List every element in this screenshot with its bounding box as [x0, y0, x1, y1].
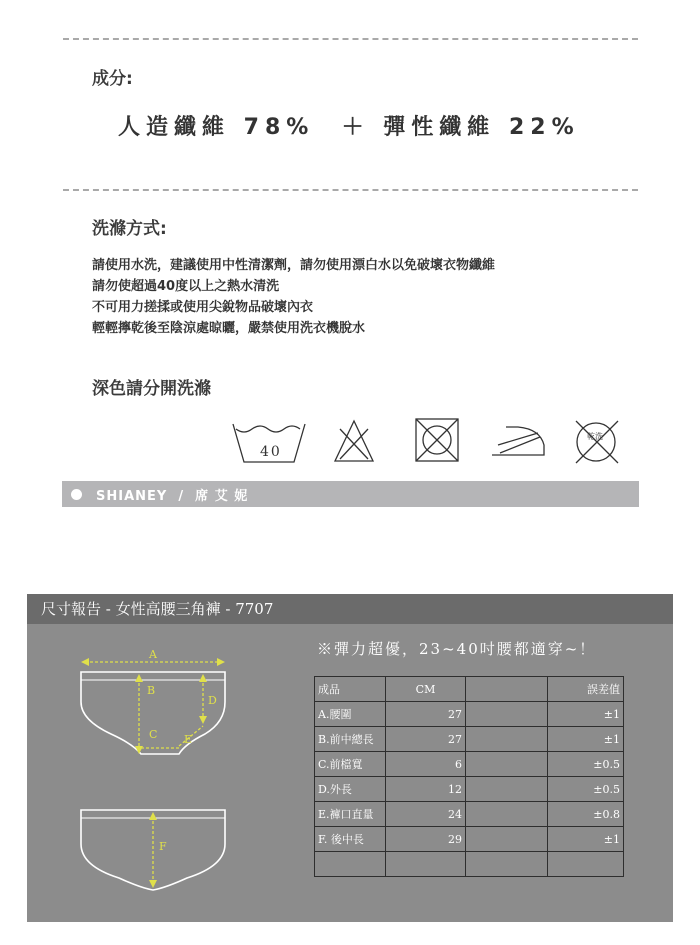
header-cell: 成品	[315, 677, 386, 702]
bullet-dot	[71, 489, 82, 500]
dry-clean-label: 乾洗	[587, 432, 603, 441]
table-header-row	[315, 677, 624, 702]
composition-text: 人造纖維 78% ＋ 彈性纖維 22%	[118, 115, 580, 140]
table-cell: ±1	[548, 702, 624, 727]
table-cell: C.前檔寬	[315, 752, 386, 777]
size-table	[314, 676, 624, 877]
brand-bar	[62, 481, 639, 507]
table-cell: ±1	[548, 827, 624, 852]
table-cell	[466, 727, 548, 752]
washing-line: 輕輕擰乾後至陰涼處晾曬，嚴禁使用洗衣機脫水	[92, 321, 366, 336]
care-icons	[230, 415, 630, 471]
table-cell	[386, 852, 466, 877]
table-row	[315, 702, 624, 727]
top-divider	[63, 38, 638, 40]
washing-heading: 洗滌方式:	[92, 219, 167, 239]
table-cell	[548, 852, 624, 877]
table-cell: ±0.5	[548, 777, 624, 802]
washing-instructions	[92, 255, 495, 339]
table-cell: D.外長	[315, 777, 386, 802]
label-a: A	[149, 648, 157, 661]
table-cell	[466, 827, 548, 852]
middle-divider	[63, 189, 638, 191]
size-report-panel	[27, 594, 673, 922]
elastic-note: ※彈力超優，23~40吋腰都適穿~！	[317, 640, 597, 658]
table-cell: ±1	[548, 727, 624, 752]
table-row	[315, 852, 624, 877]
table-cell	[315, 852, 386, 877]
size-report-title: 尺寸報告 - 女性高腰三角褲 - 7707	[27, 594, 673, 624]
washing-line: 請使用水洗，建議使用中性清潔劑，請勿使用漂白水以免破壞衣物纖維	[92, 258, 496, 273]
header-cell	[466, 677, 548, 702]
measurement-diagram	[67, 644, 287, 904]
wash-temp-label: 40	[260, 444, 282, 460]
table-cell: 27	[386, 702, 466, 727]
label-b: B	[147, 684, 156, 697]
no-dry-clean-icon	[576, 421, 618, 463]
table-row	[315, 727, 624, 752]
table-cell: 27	[386, 727, 466, 752]
table-row	[315, 802, 624, 827]
iron-icon	[492, 427, 544, 455]
washing-line: 請勿使超過40度以上之熱水清洗	[92, 279, 280, 294]
label-e: E	[184, 733, 193, 746]
table-row	[315, 752, 624, 777]
table-cell: 29	[386, 827, 466, 852]
table-cell: 6	[386, 752, 466, 777]
header-cell: CM	[386, 677, 466, 702]
dark-color-note: 深色請分開洗滌	[92, 379, 211, 399]
composition-heading: 成分:	[92, 69, 133, 89]
wash-40-icon	[233, 424, 305, 462]
table-cell	[466, 752, 548, 777]
table-cell: 24	[386, 802, 466, 827]
no-tumble-dry-icon	[416, 419, 458, 461]
table-cell	[466, 802, 548, 827]
header-cell: 誤差值	[548, 677, 624, 702]
table-cell: B.前中總長	[315, 727, 386, 752]
table-cell	[466, 777, 548, 802]
table-cell: ±0.8	[548, 802, 624, 827]
washing-line: 不可用力搓揉或使用尖銳物品破壞內衣	[92, 300, 314, 315]
label-f: F	[159, 840, 167, 853]
table-cell: E.褲口直量	[315, 802, 386, 827]
table-cell	[466, 702, 548, 727]
table-cell: ±0.5	[548, 752, 624, 777]
table-cell	[466, 852, 548, 877]
table-cell: F. 後中長	[315, 827, 386, 852]
table-row	[315, 777, 624, 802]
no-bleach-icon	[335, 421, 373, 461]
label-d: D	[208, 694, 217, 707]
label-c: C	[149, 728, 158, 741]
table-row	[315, 827, 624, 852]
brand-name: SHIANEY / 席 艾 妮	[96, 488, 249, 504]
table-cell: 12	[386, 777, 466, 802]
table-cell: A.腰圍	[315, 702, 386, 727]
